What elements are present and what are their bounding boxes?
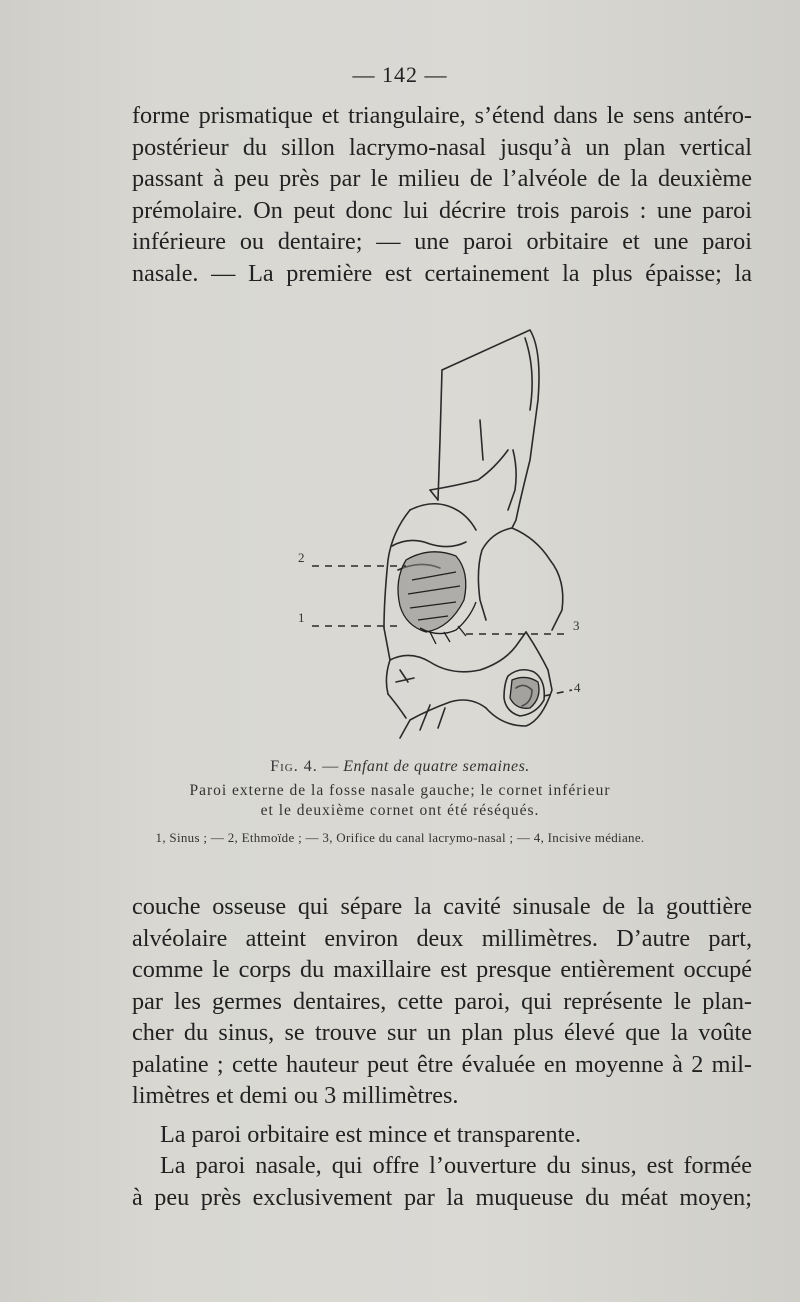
figure-label-1: 1 bbox=[298, 610, 305, 625]
text-line: à peu près exclusivement par la muqueuse du méat moyen; bbox=[132, 1183, 752, 1211]
figure-label-4: 4 bbox=[574, 680, 581, 695]
paragraph-1 bbox=[132, 100, 752, 289]
text-line: cher du sinus, se trouve sur un plan plus élevé que la voûte bbox=[132, 1019, 752, 1046]
text-line: inférieure ou dentaire; — une paroi orbitaire et une paroi bbox=[132, 228, 752, 255]
text-line: limètres et demi ou 3 millimètres. bbox=[132, 1082, 459, 1109]
figure-title: Enfant de quatre semaines. bbox=[343, 758, 530, 775]
text-line: nasale. — La première est certainement la plus épaisse; la bbox=[132, 259, 752, 287]
text-line: palatine ; cette hauteur peut être évaluée en moyenne à 2 mil- bbox=[132, 1050, 752, 1078]
text-line: couche osseuse qui sépare la cavité sinusale de la gouttière bbox=[132, 893, 752, 920]
figure-caption-line-1: Paroi externe de la fosse nasale gauche; le cornet inférieur bbox=[189, 782, 611, 799]
figure-caption-title bbox=[0, 758, 800, 776]
figure-label-3: 3 bbox=[573, 618, 580, 633]
paragraph-3 bbox=[132, 1119, 752, 1151]
text-line: passant à peu près par le milieu de l’alvéole de la deuxième bbox=[132, 165, 752, 192]
text-line: La paroi orbitaire est mince et transparente. bbox=[160, 1121, 582, 1148]
paragraph-4 bbox=[132, 1150, 752, 1213]
figure-drawing bbox=[280, 310, 600, 750]
figure-caption-line-2: et le deuxième cornet ont été réséqués. bbox=[260, 802, 540, 819]
text-line: forme prismatique et triangulaire, s’étend dans le sens antéro- bbox=[132, 102, 752, 129]
text-line: alvéolaire atteint environ deux millimètres. D’autre part, bbox=[132, 924, 752, 952]
figure-legend: 1, Sinus ; — 2, Ethmoïde ; — 3, Orifice du canal lacrymo-nasal ; — 4, Incisive médiane. bbox=[155, 830, 645, 845]
text-line: par les germes dentaires, cette paroi, qui représente le plan- bbox=[132, 987, 752, 1015]
text-line: comme le corps du maxillaire est presque entièrement occupé bbox=[132, 956, 752, 983]
figure-label-2: 2 bbox=[298, 550, 305, 565]
text-line: La paroi nasale, qui offre l’ouverture du sinus, est formée bbox=[160, 1152, 752, 1179]
figure-number: Fig. 4. bbox=[270, 758, 318, 775]
text-line: postérieur du sillon lacrymo-nasal jusqu’à un plan vertical bbox=[132, 133, 752, 161]
anatomical-figure bbox=[280, 310, 600, 750]
text-line: prémolaire. On peut donc lui décrire trois parois : une paroi bbox=[132, 196, 752, 224]
paragraph-2 bbox=[132, 891, 752, 1112]
caption-dash: — bbox=[322, 758, 344, 775]
page-number: — 142 — bbox=[352, 62, 448, 87]
